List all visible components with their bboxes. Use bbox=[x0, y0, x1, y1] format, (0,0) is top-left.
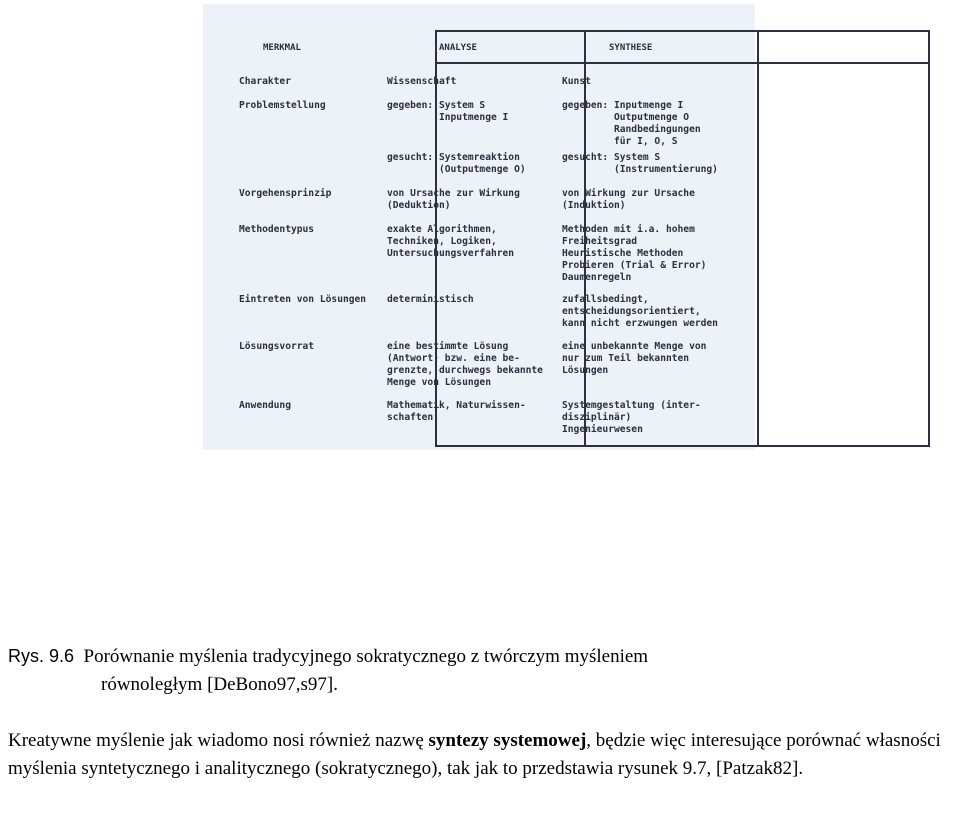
synthese-cell: Kunst bbox=[562, 76, 591, 87]
synthese-cell: gegeben: Inputmenge I Outputmenge O Randbedingungen für I, O, S bbox=[562, 100, 701, 147]
analyse-cell: eine bestimmte Lösung (Antwort) bzw. eine be- grenzte, durchwegs bekannte Menge von Lösungen bbox=[387, 341, 543, 388]
body-paragraph bbox=[8, 727, 960, 783]
synthese-cell: von Wirkung zur Ursache (Induktion) bbox=[562, 188, 695, 211]
analyse-cell: exakte Algorithmen, Techniken, Logiken, Untersuchungsverfahren bbox=[387, 224, 515, 259]
analyse-cell: Wissenschaft bbox=[387, 76, 457, 87]
analyse-cell: gegeben: System S Inputmenge I bbox=[387, 100, 509, 123]
merkmal-cell: Vorgehensprinzip bbox=[239, 188, 332, 199]
column-divider bbox=[757, 32, 759, 445]
synthese-cell: Systemgestaltung (inter- disziplinär) Ingenieurwesen bbox=[562, 400, 701, 435]
merkmal-cell: Methodentypus bbox=[239, 224, 315, 235]
header-divider bbox=[437, 62, 928, 64]
synthese-cell: eine unbekannte Menge von nur zum Teil bekannten Lösungen bbox=[562, 341, 707, 376]
caption-line2: równoległym [DeBono97,s97]. bbox=[101, 674, 338, 695]
paragraph-bold-term: syntezy systemowej bbox=[428, 730, 587, 751]
caption-prefix: Rys. 9.6 bbox=[8, 646, 75, 666]
analyse-cell: gesucht: Systemreaktion (Outputmenge O) bbox=[387, 152, 526, 175]
paragraph-text-after: , będzie więc interesujące porównać własności myślenia syntetycznego i analitycznego (sokratycznego), tak jak to przedstawia rysunek 9.7, [Patzak82]. bbox=[8, 730, 941, 779]
scanned-figure bbox=[203, 4, 755, 450]
header-analyse: ANALYSE bbox=[439, 43, 477, 53]
synthese-cell: gesucht: System S (Instrumentierung) bbox=[562, 152, 718, 175]
paragraph-text-before: Kreatywne myślenie jak wiadomo nosi również nazwę bbox=[8, 730, 429, 751]
synthese-cell: Methoden mit i.a. hohem Freiheitsgrad Heuristische Methoden Probieren (Trial & Error) Daumenregeln bbox=[562, 224, 707, 283]
figure-caption bbox=[8, 642, 648, 699]
synthese-cell: zufallsbedingt, entscheidungsorientiert, kann nicht erzwungen werden bbox=[562, 294, 718, 329]
header-merkmal: MERKMAL bbox=[263, 43, 301, 53]
analyse-cell: Mathematik, Naturwissen- schaften bbox=[387, 400, 526, 423]
merkmal-cell: Problemstellung bbox=[239, 100, 326, 111]
merkmal-cell: Anwendung bbox=[239, 400, 291, 411]
merkmal-cell: Eintreten von Lösungen bbox=[239, 294, 367, 305]
analyse-cell: von Ursache zur Wirkung (Deduktion) bbox=[387, 188, 520, 211]
caption-line1: Porównanie myślenia tradycyjnego sokratycznego z twórczym myśleniem bbox=[83, 646, 649, 667]
analyse-cell: deterministisch bbox=[387, 294, 474, 305]
merkmal-cell: Lösungsvorrat bbox=[239, 341, 315, 352]
merkmal-cell: Charakter bbox=[239, 76, 291, 87]
header-synthese: SYNTHESE bbox=[609, 43, 653, 53]
